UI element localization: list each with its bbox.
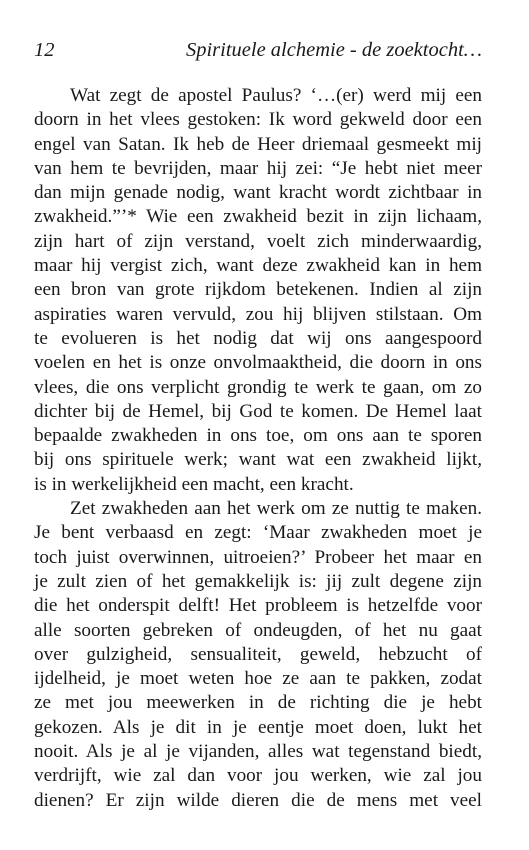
body-text xyxy=(34,84,482,813)
text-line: van hem te bevrijden, maar hij zei: “Je hebt niet meer xyxy=(34,157,482,179)
text-line: doorn in het vlees gestoken: Ik word gekweld door een xyxy=(34,109,482,131)
text-line: zijn hart of zijn verstand, voelt zich minderwaardig, xyxy=(34,230,482,252)
text-line: te evolueren is het nodig dat wij ons aangespoord xyxy=(34,327,482,349)
running-title: Spirituele alchemie - de zoektocht… xyxy=(185,39,482,61)
text-line: bij ons spirituele werk; want wat een zwakheid lijkt, xyxy=(34,449,482,471)
text-line: je zult zien of het gemakkelijk is: jij zult degene zijn xyxy=(34,570,482,592)
paragraph-1 xyxy=(34,84,482,497)
text-line: over gulzigheid, sensualiteit, geweld, hebzucht of xyxy=(34,643,482,665)
text-line: Je bent verbaasd en zegt: ‘Maar zwakheden moet je xyxy=(34,522,482,544)
running-header xyxy=(34,39,482,69)
text-line: dichter bij de Hemel, bij God te komen. De Hemel laat xyxy=(34,400,482,422)
text-line: nooit. Als je al je vijanden, alles wat tegenstand biedt, xyxy=(34,741,482,763)
text-line: zwakheid.”’* Wie een zwakheid bezit in zijn lichaam, xyxy=(34,206,482,228)
text-line: alle soorten gebreken of ondeugden, of het nu gaat xyxy=(34,619,482,641)
text-line: ze met jou meewerken in de richting die je hebt xyxy=(34,692,482,714)
text-line: een bron van grote rijkdom betekenen. Indien al zijn xyxy=(34,279,482,301)
text-line: toch juist overwinnen, uitroeien?’ Probeer het maar en xyxy=(34,546,482,568)
text-line: dienen? Er zijn wilde dieren die de mens met veel xyxy=(34,789,482,811)
text-line: die het onderspit delft! Het probleem is hetzelfde voor xyxy=(34,595,482,617)
text-line: verdrijft, wie zal dan voor jou werken, wie zal jou xyxy=(34,765,482,787)
text-line: voelen en het is onze onvolmaaktheid, die doorn in ons xyxy=(34,352,482,374)
text-line: aspiraties waren vervuld, zou hij blijven stilstaan. Om xyxy=(34,303,482,325)
text-line: bepaalde zwakheden in ons toe, om ons aan te sporen xyxy=(34,425,482,447)
page-number: 12 xyxy=(34,39,55,61)
text-line: maar hij vergist zich, want deze zwakheid kan in hem xyxy=(34,255,482,277)
text-line: ijdelheid, je moet weten hoe ze aan te pakken, zodat xyxy=(34,668,482,690)
text-line: engel van Satan. Ik heb de Heer driemaal gesmeekt mij xyxy=(34,133,482,155)
text-line: Wat zegt de apostel Paulus? ‘…(er) werd mij een xyxy=(70,85,482,106)
text-line: is in werkelijkheid een macht, een kracht. xyxy=(34,473,354,495)
text-line: vlees, die ons verplicht grondig te werk te gaan, om zo xyxy=(34,376,482,398)
text-line: Zet zwakheden aan het werk om ze nuttig te maken. xyxy=(70,498,482,520)
text-line: gekozen. Als je dit in je eentje moet doen, lukt het xyxy=(34,716,482,738)
paragraph-2 xyxy=(34,497,482,813)
text-line: dan mijn genade nodig, want kracht wordt zichtbaar in xyxy=(34,182,482,204)
